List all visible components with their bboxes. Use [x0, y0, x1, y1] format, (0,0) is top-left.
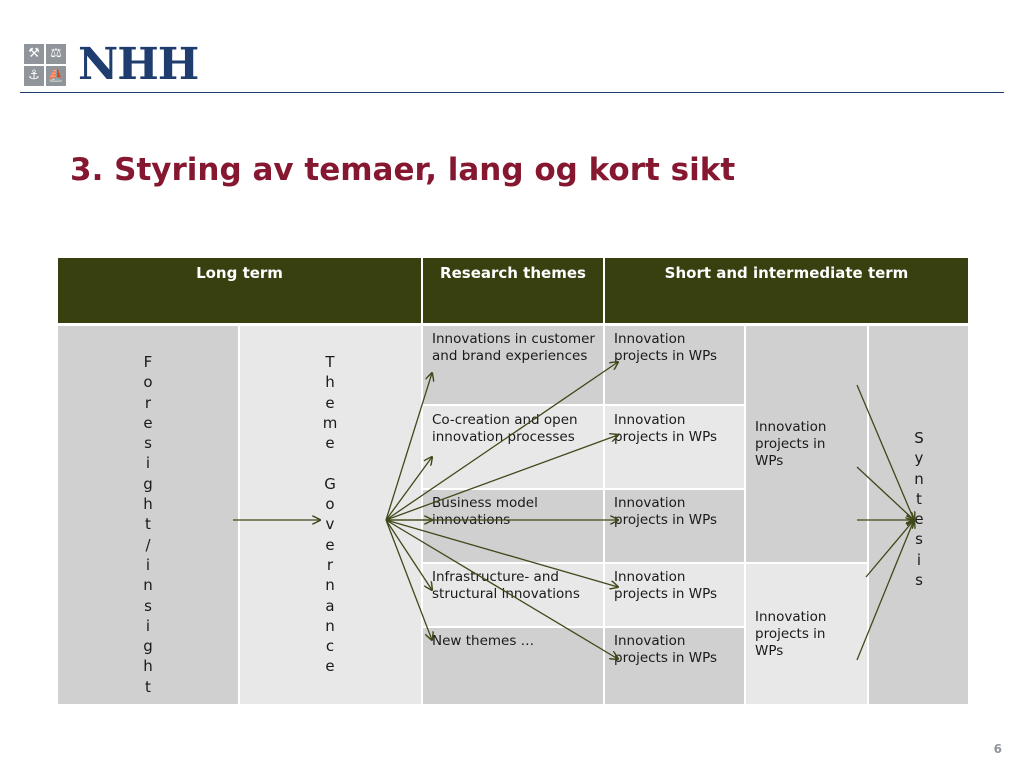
- slide-title: 3. Styring av temaer, lang og kort sikt: [70, 152, 736, 188]
- theme-cell-1: [423, 326, 603, 404]
- wp-label-2: Innovation projects in WPs: [614, 412, 718, 445]
- wp-label-5: Innovation projects in WPs: [614, 633, 718, 666]
- wp-cell-2: [605, 406, 744, 488]
- theme-governance-cell: [240, 326, 421, 704]
- brand-name: NHH: [78, 39, 199, 90]
- merged-wp-label-2: Innovation projects in WPs: [755, 609, 827, 659]
- header-long-term: Long term: [58, 258, 421, 323]
- hammer-icon: ⚒: [24, 44, 44, 64]
- header-research-themes: Research themes: [423, 258, 603, 323]
- foresight-insight-label: F o r e s i g h t / i n s i g h t: [143, 353, 153, 696]
- theme-label-5: New themes …: [432, 633, 535, 649]
- synthesis-cell: [869, 326, 968, 704]
- ship-icon: ⛵: [46, 66, 66, 86]
- theme-cell-5: [423, 628, 603, 704]
- foresight-cell: [58, 326, 238, 704]
- wp-cell-4: [605, 564, 744, 626]
- page-number: 6: [993, 742, 1002, 756]
- theme-cell-3: [423, 490, 603, 562]
- theme-label-2: Co-creation and open innovation processes: [432, 412, 578, 445]
- merged-wp-cell-1: [746, 326, 867, 562]
- synthesis-label: S y n t e s i s: [914, 429, 924, 590]
- wp-cell-3: [605, 490, 744, 562]
- merged-wp-label-1: Innovation projects in WPs: [755, 419, 827, 469]
- theme-label-4: Infrastructure- and structural innovations: [432, 569, 580, 602]
- theme-cell-2: [423, 406, 603, 488]
- theme-label-1: Innovations in customer and brand experiences: [432, 331, 595, 364]
- merged-wp-cell-2: [746, 564, 867, 704]
- wp-label-4: Innovation projects in WPs: [614, 569, 718, 602]
- wp-label-3: Innovation projects in WPs: [614, 495, 718, 528]
- theme-cell-4: [423, 564, 603, 626]
- anchor-icon: ⚓: [24, 66, 44, 86]
- wp-cell-1: [605, 326, 744, 404]
- wp-cell-5: [605, 628, 744, 704]
- theme-governance-label: T h e m e G o v e r n a n c e: [322, 353, 338, 676]
- header-short-term: Short and intermediate term: [605, 258, 968, 323]
- wp-label-1: Innovation projects in WPs: [614, 331, 718, 364]
- scales-icon: ⚖: [46, 44, 66, 64]
- theme-label-3: Business model innovations: [432, 495, 538, 528]
